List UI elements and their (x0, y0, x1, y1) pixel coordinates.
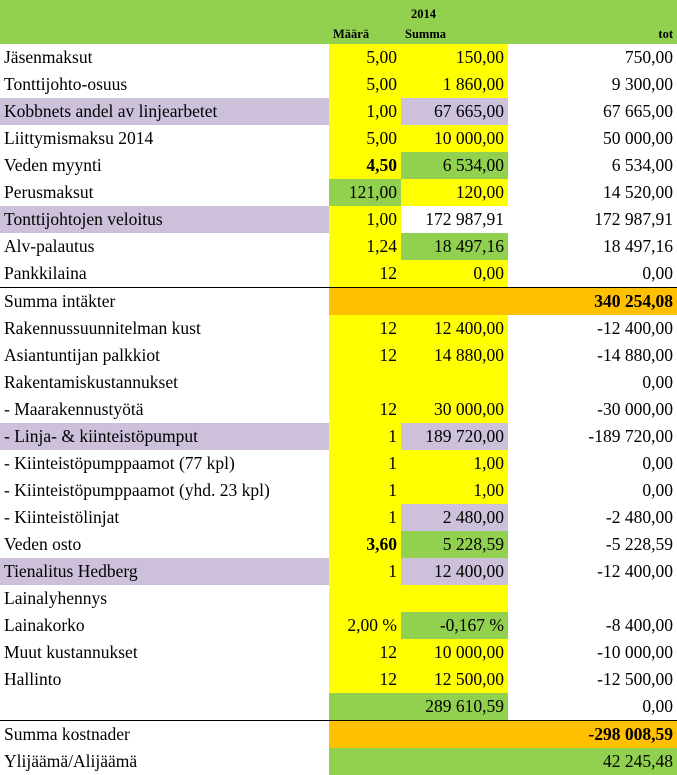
maara-cell[interactable]: 12 (329, 260, 401, 288)
table-row (0, 639, 677, 666)
table-row (0, 98, 677, 125)
col-summa-label: Summa (405, 27, 446, 41)
table-row (0, 71, 677, 98)
tot-cell[interactable]: 172 987,91 (508, 206, 677, 233)
maara-cell[interactable] (329, 693, 401, 721)
table-row (0, 369, 677, 396)
row-label[interactable]: - Kiinteistöpumppaamot (yhd. 23 kpl) (0, 477, 329, 504)
maara-cell[interactable]: 1,24 (329, 233, 401, 260)
col-maara-label: Määrä (333, 27, 370, 41)
summa-cell[interactable]: 1 860,00 (401, 71, 508, 98)
tot-cell[interactable]: -189 720,00 (508, 423, 677, 450)
row-label[interactable]: - Maarakennustyötä (0, 396, 329, 423)
row-label[interactable]: - Linja- & kiinteistöpumput (0, 423, 329, 450)
summa-cell[interactable]: 1,00 (401, 450, 508, 477)
summa-cell[interactable]: 12 500,00 (401, 666, 508, 693)
row-label[interactable]: Muut kustannukset (0, 639, 329, 666)
table-row (0, 477, 677, 504)
maara-cell[interactable] (329, 369, 401, 396)
tot-cell[interactable]: -5 228,59 (508, 531, 677, 558)
table-row (0, 152, 677, 179)
table-row (0, 396, 677, 423)
tot-cell[interactable]: 14 520,00 (508, 179, 677, 206)
summa-cell[interactable] (401, 288, 508, 316)
row-label[interactable]: Veden osto (0, 531, 329, 558)
summa-cell[interactable]: 189 720,00 (401, 423, 508, 450)
tot-cell[interactable]: 0,00 (508, 260, 677, 288)
tot-cell[interactable]: -8 400,00 (508, 612, 677, 639)
summa-cell[interactable]: 6 534,00 (401, 152, 508, 179)
header-tot-cell[interactable] (508, 0, 677, 44)
row-label[interactable] (0, 693, 329, 721)
tot-cell[interactable]: 750,00 (508, 44, 677, 71)
maara-cell[interactable]: 12 (329, 666, 401, 693)
tot-cell[interactable]: 0,00 (508, 693, 677, 721)
maara-cell[interactable] (329, 585, 401, 612)
row-label[interactable]: Tonttijohto-osuus (0, 71, 329, 98)
row-label[interactable]: Lainakorko (0, 612, 329, 639)
table-row (0, 612, 677, 639)
row-label[interactable]: Kobbnets andel av linjearbetet (0, 98, 329, 125)
header-maara-cell[interactable] (329, 0, 401, 44)
tot-cell[interactable]: -10 000,00 (508, 639, 677, 666)
table-row (0, 450, 677, 477)
table-row (0, 315, 677, 342)
tot-cell[interactable]: 6 534,00 (508, 152, 677, 179)
table-row (0, 233, 677, 260)
summa-cell[interactable] (401, 721, 508, 749)
maara-cell[interactable]: 12 (329, 639, 401, 666)
col-tot-label: tot (658, 27, 673, 41)
summa-cell[interactable] (401, 585, 508, 612)
tot-cell[interactable] (508, 585, 677, 612)
maara-cell[interactable]: 2,00 % (329, 612, 401, 639)
summa-cell[interactable]: 5 228,59 (401, 531, 508, 558)
header-row (0, 0, 677, 44)
maara-cell[interactable]: 12 (329, 396, 401, 423)
tot-cell[interactable]: -30 000,00 (508, 396, 677, 423)
maara-cell[interactable] (329, 288, 401, 316)
tot-cell[interactable]: -298 008,59 (508, 721, 677, 749)
summa-cell[interactable]: 18 497,16 (401, 233, 508, 260)
row-label[interactable]: Summa intäkter (0, 288, 329, 316)
summa-cell[interactable] (401, 748, 508, 775)
maara-cell[interactable]: 1,00 (329, 206, 401, 233)
tot-cell[interactable]: -2 480,00 (508, 504, 677, 531)
row-label[interactable]: - Kiinteistölinjat (0, 504, 329, 531)
row-label[interactable]: Lainalyhennys (0, 585, 329, 612)
summa-cell[interactable]: -0,167 % (401, 612, 508, 639)
maara-cell[interactable]: 1 (329, 504, 401, 531)
cost-total-row (0, 721, 677, 749)
row-label[interactable]: Pankkilaina (0, 260, 329, 288)
row-label[interactable]: Alv-palautus (0, 233, 329, 260)
table-row (0, 558, 677, 585)
summa-cell[interactable]: 30 000,00 (401, 396, 508, 423)
row-label[interactable]: Tienalitus Hedberg (0, 558, 329, 585)
table-row (0, 423, 677, 450)
summa-cell[interactable]: 14 880,00 (401, 342, 508, 369)
row-label[interactable]: Rakentamiskustannukset (0, 369, 329, 396)
summa-cell[interactable]: 2 480,00 (401, 504, 508, 531)
row-label[interactable]: Jäsenmaksut (0, 44, 329, 71)
maara-cell[interactable]: 1 (329, 477, 401, 504)
maara-cell[interactable] (329, 748, 401, 775)
maara-cell[interactable]: 121,00 (329, 179, 401, 206)
summa-cell[interactable]: 10 000,00 (401, 639, 508, 666)
tot-cell[interactable]: 67 665,00 (508, 98, 677, 125)
maara-cell[interactable]: 1 (329, 423, 401, 450)
row-label[interactable]: - Kiinteistöpumppaamot (77 kpl) (0, 450, 329, 477)
result-row (0, 748, 677, 775)
row-label[interactable]: Perusmaksut (0, 179, 329, 206)
table-row (0, 504, 677, 531)
summa-cell[interactable]: 0,00 (401, 260, 508, 288)
subtotal-row (0, 693, 677, 721)
summa-cell[interactable]: 12 400,00 (401, 315, 508, 342)
tot-cell[interactable]: 9 300,00 (508, 71, 677, 98)
row-label[interactable]: Ylijäämä/Alijäämä (0, 748, 329, 775)
tot-cell[interactable]: 0,00 (508, 450, 677, 477)
tot-cell[interactable]: -14 880,00 (508, 342, 677, 369)
row-label[interactable]: Tonttijohtojen veloitus (0, 206, 329, 233)
summa-cell[interactable] (401, 369, 508, 396)
tot-cell[interactable]: 42 245,48 (508, 748, 677, 775)
tot-cell[interactable]: -12 400,00 (508, 315, 677, 342)
table-row (0, 125, 677, 152)
summa-cell[interactable]: 150,00 (401, 44, 508, 71)
maara-cell[interactable]: 5,00 (329, 125, 401, 152)
maara-cell[interactable]: 1 (329, 450, 401, 477)
maara-cell[interactable]: 1 (329, 558, 401, 585)
table-row (0, 342, 677, 369)
year-label: 2014 (411, 7, 436, 21)
tot-cell[interactable]: 0,00 (508, 369, 677, 396)
maara-cell[interactable]: 4,50 (329, 152, 401, 179)
row-label[interactable]: Hallinto (0, 666, 329, 693)
tot-cell[interactable]: 50 000,00 (508, 125, 677, 152)
maara-cell[interactable]: 3,60 (329, 531, 401, 558)
table-row (0, 260, 677, 288)
summa-cell[interactable]: 172 987,91 (401, 206, 508, 233)
header-blank-cell[interactable] (0, 0, 329, 44)
table-row (0, 585, 677, 612)
summa-cell[interactable]: 289 610,59 (401, 693, 508, 721)
income-total-row (0, 288, 677, 316)
tot-cell[interactable]: 340 254,08 (508, 288, 677, 316)
summa-cell[interactable]: 12 400,00 (401, 558, 508, 585)
maara-cell[interactable]: 5,00 (329, 44, 401, 71)
table-row (0, 531, 677, 558)
summa-cell[interactable]: 1,00 (401, 477, 508, 504)
table-row (0, 666, 677, 693)
tot-cell[interactable]: 0,00 (508, 477, 677, 504)
maara-cell[interactable] (329, 721, 401, 749)
maara-cell[interactable]: 12 (329, 315, 401, 342)
row-label[interactable]: Asiantuntijan palkkiot (0, 342, 329, 369)
row-label[interactable]: Summa kostnader (0, 721, 329, 749)
tot-cell[interactable]: 18 497,16 (508, 233, 677, 260)
maara-cell[interactable]: 5,00 (329, 71, 401, 98)
row-label[interactable]: Veden myynti (0, 152, 329, 179)
summa-cell[interactable]: 120,00 (401, 179, 508, 206)
tot-cell[interactable]: -12 400,00 (508, 558, 677, 585)
table-row (0, 179, 677, 206)
summa-cell[interactable]: 10 000,00 (401, 125, 508, 152)
table-row (0, 44, 677, 71)
header-summa-cell[interactable] (401, 0, 508, 44)
summa-cell[interactable]: 67 665,00 (401, 98, 508, 125)
table-row (0, 206, 677, 233)
maara-cell[interactable]: 12 (329, 342, 401, 369)
maara-cell[interactable]: 1,00 (329, 98, 401, 125)
row-label[interactable]: Liittymismaksu 2014 (0, 125, 329, 152)
row-label[interactable]: Rakennussuunnitelman kust (0, 315, 329, 342)
tot-cell[interactable]: -12 500,00 (508, 666, 677, 693)
